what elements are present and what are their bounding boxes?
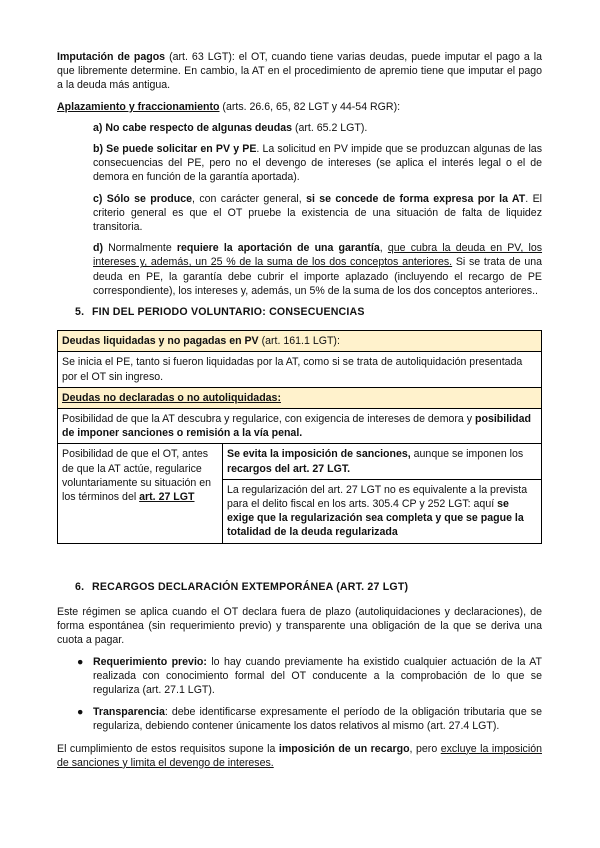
table-cell-liquidadas: [58, 352, 542, 387]
point-c-bold2: si se concede de forma expresa por la AT: [306, 192, 526, 205]
aplazamiento-refs: (arts. 26.6, 65, 82 LGT y 44-54 RGR):: [219, 100, 401, 113]
section-6-intro: [57, 605, 542, 648]
table-header-no-declaradas: [58, 387, 542, 408]
imputacion-pagos-title: Imputación de pagos: [57, 51, 166, 63]
point-c-text: . El criterio general es que el OT pruebe la existencia de una situación de falta de liquidez transitoria.: [93, 192, 542, 234]
point-a-bold: a) No cabe respecto de algunas deudas: [93, 121, 292, 134]
imputacion-pagos-paragraph: [57, 50, 542, 93]
conclusion-underlined: excluye la imposición de sanciones y limita el devengo de intereses.: [57, 742, 542, 769]
point-c-bold: c) Sólo se produce: [93, 192, 193, 205]
table-row: [58, 352, 542, 387]
consequences-table: [57, 330, 542, 543]
point-d-bold: requiere la aportación de una garantía: [176, 242, 380, 255]
point-b-bold: b) Se puede solicitar en PV y PE: [93, 143, 257, 156]
section-6-intro-text: Este régimen se aplica cuando el OT declara fuera de plazo (autoliquidaciones y declaraciones), de forma espontánea (sin requerimiento previo) y transparente una obligación de la que se deriva una cuota a pagar.: [57, 605, 542, 647]
point-d-mid2: ,: [379, 242, 388, 255]
point-d-text: Si se trata de una deuda en PE, la garantía debe cubrir el importe aplazado (incluyendo el recargo de PE correspondiente), los intereses y, además, un 5% de la suma de los dos conceptos anteriores..: [93, 256, 542, 297]
cell-sanciones-bold: Se evita la imposición de sanciones,: [227, 448, 411, 461]
cell-delito-bold: se exige que la regularización sea completa y que se pague la totalidad de la deuda regularizada: [227, 498, 524, 539]
table-row: [58, 409, 542, 444]
transparencia-bold: Transparencia: [93, 706, 165, 719]
header-liquidadas-text: (art. 161.1 LGT):: [258, 335, 340, 348]
cell-no-declaradas-text: Posibilidad de que la AT descubra y regularice, con exigencia de intereses de demora y: [62, 413, 476, 426]
cell-sanciones-mid: aunque se imponen los: [410, 448, 524, 461]
cell-regularizacion-art: art. 27 LGT: [139, 491, 195, 504]
aplazamiento-title: Aplazamiento y fraccionamiento: [57, 100, 220, 113]
section-5-heading: [75, 305, 542, 319]
transparencia-text: : debe identificarse expresamente el período de la obligación tributaria que se regulariza, debiendo contener únicamente los datos relativos al mismo (art. 27.4 LGT).: [93, 706, 542, 733]
header-no-declaradas-text: Deudas no declaradas o no autoliquidadas:: [62, 391, 281, 404]
table-cell-no-declaradas: [58, 409, 542, 444]
table-cell-regularizacion: [58, 444, 223, 543]
table-row: [58, 444, 542, 479]
cell-no-declaradas-bold: posibilidad de imponer sanciones o remisión a la vía penal.: [62, 413, 531, 440]
table-row: [58, 331, 542, 352]
imputacion-pagos-text: (art. 63 LGT): el OT, cuando tiene varias deudas, puede imputar el pago a la que libremente determine. En cambio, la AT en el procedimiento de apremio tiene que imputar el pago a la deuda más antigua.: [57, 51, 542, 92]
bullet-icon: ●: [77, 706, 84, 719]
section-6-heading: [75, 580, 542, 594]
table-row: [58, 387, 542, 408]
point-d-mid1: Normalmente: [103, 242, 177, 255]
point-b-text: . La solicitud en PV impide que se produzcan algunas de las consecuencias del PE, pero no el devengo de intereses (se aplica el interés legal o el de demora en función de la garantía aportada).: [93, 143, 542, 184]
point-d-label: d): [93, 242, 103, 255]
point-a-text: (art. 65.2 LGT).: [292, 121, 368, 134]
conclusion-bold: imposición de un recargo: [278, 742, 410, 755]
cell-regularizacion-text: Posibilidad de que el OT, antes de que la AT actúe, regularice voluntariamente su situación en los términos del: [62, 448, 211, 504]
conclusion-paragraph: [57, 742, 542, 770]
table-cell-delito-fiscal: [223, 479, 542, 543]
point-d-underlined: que cubra la deuda en PV, los intereses y, además, un 25 % de la suma de los dos conceptos anteriores.: [93, 242, 543, 269]
aplazamiento-heading: [57, 100, 542, 114]
header-liquidadas-bold: Deudas liquidadas y no pagadas en PV: [62, 335, 259, 348]
section-5-title: FIN DEL PERIODO VOLUNTARIO: CONSECUENCIAS: [92, 306, 365, 319]
point-b: [93, 142, 542, 185]
point-a: [93, 121, 542, 135]
point-c: [93, 192, 542, 235]
section-6-title: RECARGOS DECLARACIÓN EXTEMPORÁNEA (ART. 27 LGT): [92, 580, 409, 593]
conclusion-mid: , pero: [409, 742, 441, 755]
requerimiento-text: lo hay cuando previamente ha existido cualquier actuación de la AT realizada con conocimiento formal del OT conducente a la comprobación de lo que se regulariza (art. 27.1 LGT).: [93, 655, 542, 696]
table-header-liquidadas: [58, 331, 542, 352]
point-c-mid: , con carácter general,: [192, 192, 307, 205]
cell-sanciones-bold2: recargos del art. 27 LGT.: [227, 462, 351, 475]
cell-liquidadas-text: Se inicia el PE, tanto si fueron liquidadas por la AT, como si se trata de autoliquidación presentada por el OT sin ingreso.: [62, 356, 523, 383]
requirements-list: [57, 655, 542, 734]
cell-delito-text: La regularización del art. 27 LGT no es equivalente a la prevista para el delito fiscal en los arts. 305.4 CP y 252 LGT: aquí: [227, 483, 528, 511]
list-item: [57, 705, 542, 733]
section-5-number: 5.: [75, 306, 85, 319]
table-cell-sanciones: [223, 444, 542, 479]
requerimiento-bold: Requerimiento previo:: [93, 655, 207, 668]
bullet-icon: ●: [77, 655, 84, 668]
point-d: [93, 241, 542, 298]
section-6-number: 6.: [75, 580, 85, 593]
conclusion-text: El cumplimiento de estos requisitos supone la: [57, 742, 279, 755]
list-item: [57, 655, 542, 698]
